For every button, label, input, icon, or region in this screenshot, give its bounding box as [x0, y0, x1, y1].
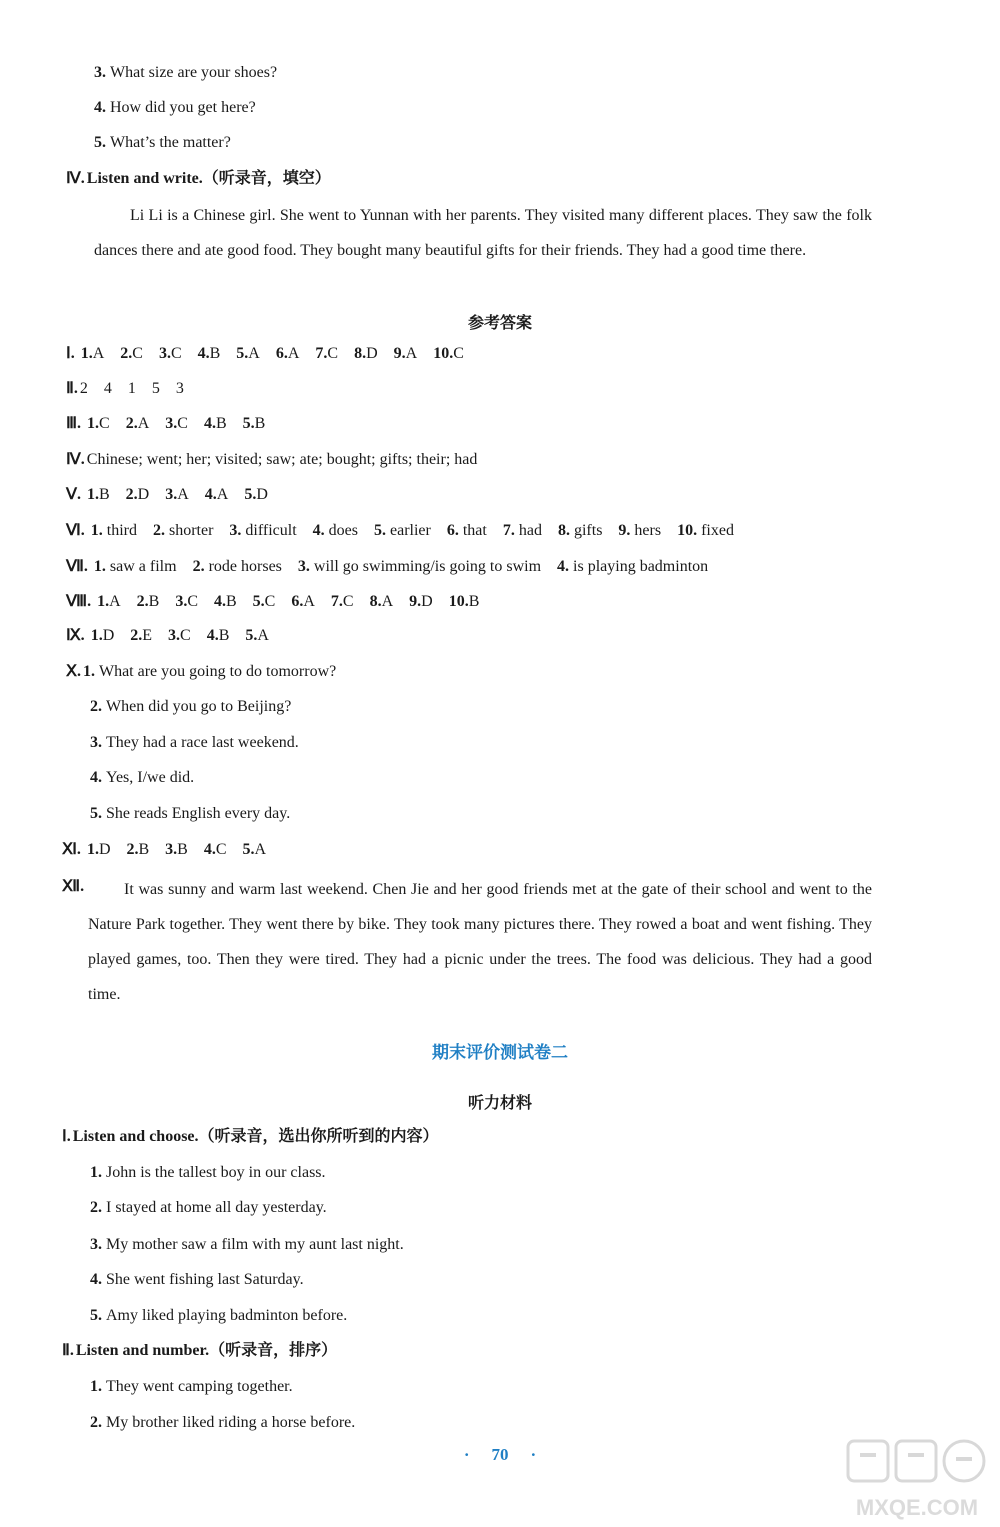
answer-row-x-1: Ⅹ. 1. What are you going to do tomorrow? [66, 663, 337, 680]
answer-row-vi: Ⅵ. 1. third 2. shorter 3. difficult 4. does 5. earlier 6. that 7. had 8. gifts 9. hers 10. fixed [66, 522, 734, 539]
exam2-ii-line-2: 2. My brother liked riding a horse before. [90, 1414, 356, 1431]
answer-row-x-5: 5. She reads English every day. [90, 805, 291, 822]
answer-row-i: Ⅰ. 1.A 2.C 3.C 4.B 5.A 6.A 7.C 8.D 9.A 10.C [66, 345, 464, 362]
exam2-i-line-5: 5. Amy liked playing badminton before. [90, 1307, 348, 1324]
answer-row-x-3: 3. They had a race last weekend. [90, 734, 299, 751]
exam-title: 期末评价测试卷二 [432, 1043, 568, 1062]
answer-row-ii: Ⅱ. 2 4 1 5 3 [66, 380, 184, 397]
answer-row-vii: Ⅶ. 1. saw a film 2. rode horses 3. will go swimming/is going to swim 4. is playing badminton [66, 558, 709, 575]
watermark-text: MXQE.COM [855, 1495, 979, 1520]
page-number: · 70 · [463, 1445, 537, 1464]
exam2-i-line-1: 1. John is the tallest boy in our class. [90, 1164, 326, 1181]
listening-material-title: 听力材料 [467, 1095, 532, 1112]
exam2-section-i-heading: Ⅰ. Listen and choose.（听录音，选出你所听到的内容） [62, 1128, 439, 1145]
answer-row-ix: Ⅸ. 1.D 2.E 3.C 4.B 5.A [66, 627, 269, 644]
answer-row-x-2: 2. When did you go to Beijing? [90, 698, 292, 715]
listening-line-3: 3. What size are your shoes? [94, 64, 278, 81]
listening-line-5: 5. What’s the matter? [94, 134, 231, 151]
exam2-i-line-2: 2. I stayed at home all day yesterday. [90, 1199, 327, 1216]
answers-title: 参考答案 [467, 315, 532, 332]
answer-row-xi: Ⅺ. 1.D 2.B 3.B 4.C 5.A [62, 841, 267, 858]
section-iv-heading: Ⅳ. Listen and write.（听录音，填空） [66, 170, 331, 187]
answer-row-iv: Ⅳ. Chinese; went; her; visited; saw; ate; bought; gifts; their; had [66, 451, 478, 468]
answer-row-viii: Ⅷ. 1.A 2.B 3.C 4.B 5.C 6.A 7.C 8.A 9.D 10.B [66, 593, 480, 610]
section-xii-label: Ⅻ. [62, 878, 85, 895]
answer-row-v: Ⅴ. 1.B 2.D 3.A 4.A 5.D [66, 486, 268, 503]
exam2-i-line-4: 4. She went fishing last Saturday. [90, 1271, 304, 1288]
section-iv-passage: Li Li is a Chinese girl. She went to Yunnan with her parents. They visited many different places. They saw the folk dances there and ate good food. They bought many beautiful gifts for their friends. They had a good time there. [94, 207, 872, 259]
answer-row-x-4: 4. Yes, I/we did. [90, 769, 195, 786]
exam2-section-ii-heading: Ⅱ. Listen and number.（听录音，排序） [62, 1342, 338, 1359]
listening-line-4: 4. How did you get here? [94, 99, 256, 116]
exam2-i-line-3: 3. My mother saw a film with my aunt last night. [90, 1236, 404, 1253]
section-xii-passage: It was sunny and warm last weekend. Chen Jie and her good friends met at the gate of their school and went to the Nature Park together. They went there by bike. They took many pictures there. They rowed a boat and went fishing. They played games, too. Then they were tired. They had a picnic under the trees. The food was delicious. They had a good time. [88, 881, 872, 1003]
watermark-logo [842, 1433, 992, 1523]
exam2-ii-line-1: 1. They went camping together. [90, 1378, 293, 1395]
answer-row-iii: Ⅲ. 1.C 2.A 3.C 4.B 5.B [66, 415, 266, 432]
